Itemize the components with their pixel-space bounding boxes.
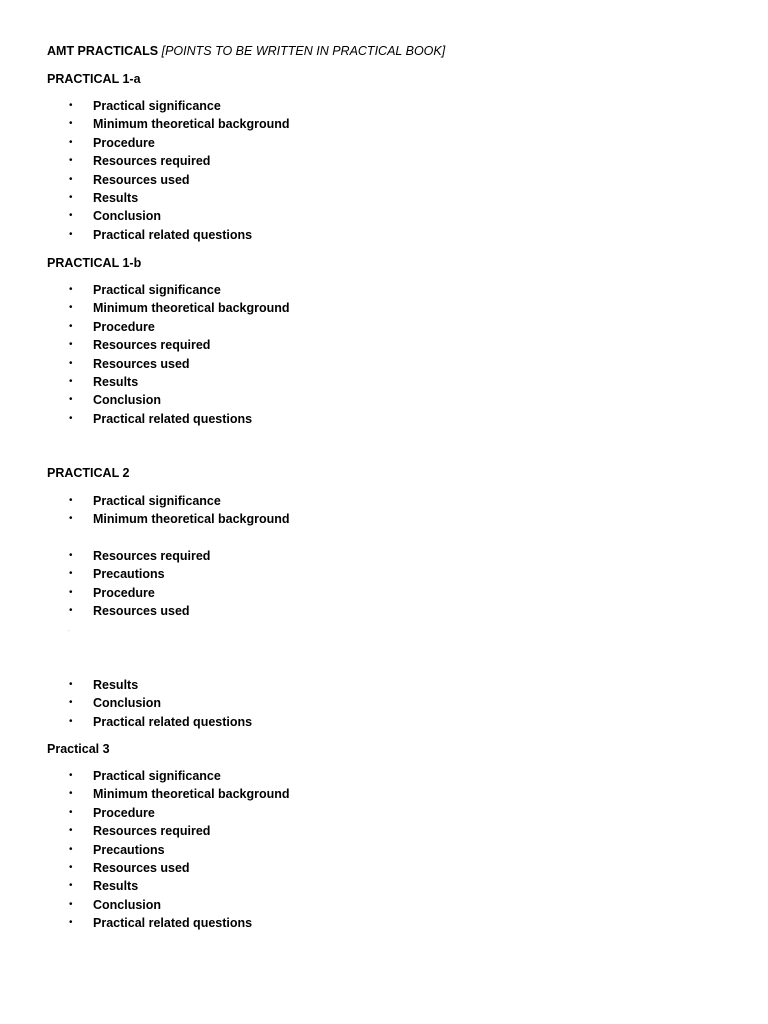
bullet-icon: •	[69, 302, 73, 314]
bullet-icon: •	[69, 843, 73, 855]
section-heading-practical-1a: PRACTICAL 1-a	[47, 72, 141, 86]
bullet-icon: •	[69, 495, 73, 506]
section-heading-practical-1b: PRACTICAL 1-b	[47, 256, 142, 270]
bullet-icon: •	[69, 605, 73, 617]
bullet-icon: •	[69, 339, 73, 351]
bullet-icon: •	[69, 118, 73, 130]
bullet-icon: •	[69, 375, 73, 387]
bullet-icon: •	[69, 586, 73, 598]
bullet-icon: •	[69, 284, 73, 295]
bullet-icon: •	[69, 357, 73, 369]
bullet-icon: •	[69, 679, 73, 690]
bullet-icon: •	[69, 568, 73, 580]
bullet-icon: •	[69, 100, 73, 111]
bullet-icon: •	[69, 861, 73, 873]
bullet-icon: •	[69, 917, 73, 929]
bullet-icon: •	[69, 155, 73, 167]
bullet-icon: •	[69, 788, 73, 800]
bullet-icon: •	[69, 770, 73, 781]
document-title-note: [POINTS TO BE WRITTEN IN PRACTICAL BOOK]	[161, 44, 446, 58]
bullet-icon: •	[69, 191, 73, 203]
stray-mark: .	[68, 627, 70, 633]
document-title	[47, 43, 445, 59]
bullet-icon: •	[69, 394, 73, 406]
bullet-icon: •	[69, 550, 73, 561]
bullet-icon: •	[69, 228, 73, 240]
bullet-icon: •	[69, 513, 73, 525]
section-heading-practical-3: Practical 3	[47, 742, 110, 756]
bullet-icon: •	[69, 210, 73, 222]
document-title-text: AMT PRACTICALS	[47, 44, 159, 58]
bullet-icon: •	[69, 715, 73, 727]
bullet-icon: •	[69, 412, 73, 424]
section-heading-practical-2: PRACTICAL 2	[47, 466, 130, 480]
bullet-icon: •	[69, 898, 73, 910]
document-page: AMT PRACTICALS [POINTS TO BE WRITTEN IN PRACTICAL BOOK] PRACTICAL 1-a • Practical significance • Minimum theoretical background • Procedure • Resources required • Resources used • Results • Conclusion • Practical related questions PRACTICAL 1-b • Practical significance • Minimum theoretical background • Procedure • Resources required • Resources used • Results • Conclusion • Practical related questions PRACTICAL 2 • Practical significance • Minimum theoretical background • Resources required • Precautions • Procedure • Resources used . • Results • Conclusion • Practical related questions Practical 3 • Practical significance • Minimum theoretical background • Procedure • Resources required • Precautions • Resources used • Results • Conclusion • Practical related questions	[0, 0, 768, 1024]
bullet-icon: •	[69, 136, 73, 148]
bullet-icon: •	[69, 173, 73, 185]
bullet-icon: •	[69, 697, 73, 709]
bullet-icon: •	[69, 880, 73, 892]
bullet-icon: •	[69, 806, 73, 818]
bullet-icon: •	[69, 825, 73, 837]
bullet-icon: •	[69, 320, 73, 332]
